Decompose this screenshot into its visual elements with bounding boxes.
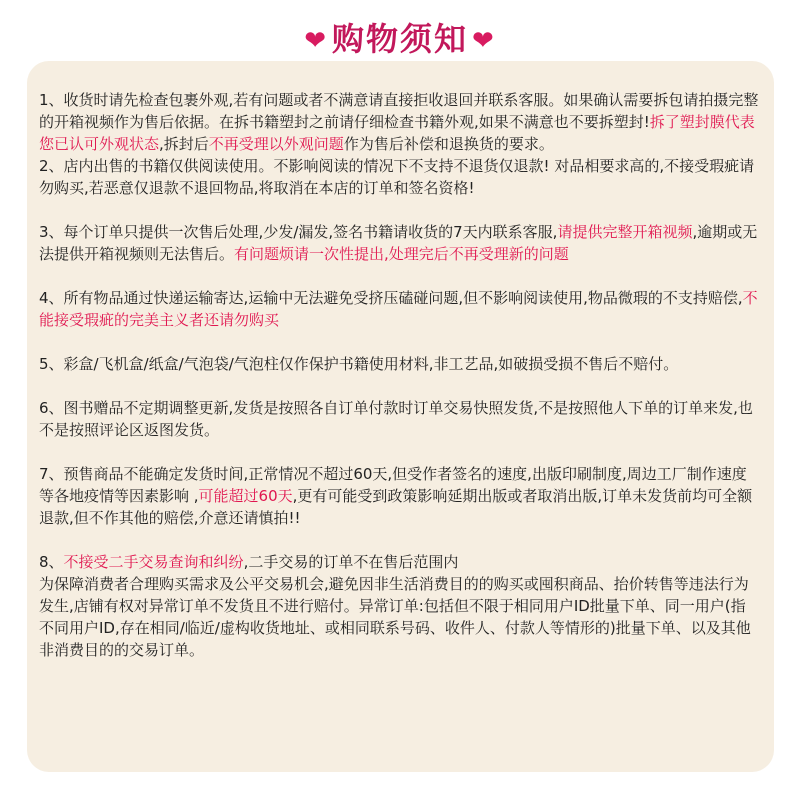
text-segment: 6、图书赠品不定期调整更新,发货是按照各自订单付款时订单交易快照发货,不是按照他人下单的订单来发,也不是按照评论区返图发货。 [39,399,753,439]
highlight-segment: 有问题烦请一次性提出,处理完后不再受理新的问题 [234,245,569,263]
notice-paragraph-7 [39,463,760,529]
highlight-segment: 不能接受瑕疵的完美主义者还请勿购买 [39,289,758,329]
text-segment: 为保障消费者合理购买需求及公平交易机会,避免因非生活消费目的的购买或囤积商品、抬价转售等违法行为发生,店铺有权对异常订单不发货且不进行赔付。异常订单:包括但不限于相同用户ID批量下单、同一用户(指不同用户ID,存在相同/临近/虚构收货地址、或相同联系号码、收件人、付款人等情形的)批量下单、以及其他非消费目的的交易订单。 [39,575,751,659]
page-title [0,14,800,60]
highlight-segment: 拆了塑封膜代表您已认可外观状态 [39,113,755,153]
notice-paragraph-9 [39,573,760,661]
highlight-segment: 不再受理以外观问题 [208,135,344,153]
notice-paragraph-3 [39,221,760,265]
heart-icon: ❤ [304,26,328,56]
text-segment: 4、所有物品通过快递运输寄达,运输中无法避免受挤压磕碰问题,但不影响阅读使用,物品微瑕的不支持赔偿, [39,289,743,307]
text-segment: 2、店内出售的书籍仅供阅读使用。不影响阅读的情况下不支持不退货仅退款! 对品相要求高的,不接受瑕疵请勿购买,若恶意仅退款不退回物品,将取消在本店的订单和签名资格! [39,157,755,197]
notice-panel [27,61,774,772]
text-segment: 7、预售商品不能确定发货时间,正常情况不超过60天,但受作者签名的速度,出版印刷制度,周边工厂制作速度等各地疫情等因素影响 , [39,465,747,505]
text-segment: 8、 [39,553,64,571]
text-segment: 3、每个订单只提供一次售后处理,少发/漏发,签名书籍请收货的7天内联系客服, [39,223,558,241]
notice-paragraph-5 [39,353,760,375]
text-segment: 5、彩盒/飞机盒/纸盒/气泡袋/气泡柱仅作保护书籍使用材料,非工艺品,如破损受损不售后不赔付。 [39,355,679,373]
page-title-text: 购物须知 [331,20,468,58]
text-segment: ,拆封后 [159,135,209,153]
notice-paragraph-6 [39,397,760,441]
notice-paragraph-2 [39,155,760,199]
text-segment: ,逾期或无法提供开箱视频则无法售后。 [39,223,758,263]
highlight-segment: 不接受二手交易查询和纠纷 [63,553,244,571]
text-segment: ,更有可能受到政策影响延期出版或者取消出版,订单未发货前均可全额退款,但不作其他的赔偿,介意还请慎拍!! [39,487,753,527]
heart-icon: ❤ [472,26,496,56]
notice-paragraph-4 [39,287,760,331]
notice-paragraph-8 [39,551,760,573]
text-segment: 1、收货时请先检查包裹外观,若有问题或者不满意请直接拒收退回并联系客服。如果确认需要拆包请拍摄完整的开箱视频作为售后依据。在拆书籍塑封之前请仔细检查书籍外观,如果不满意也不要拆塑封! [39,91,759,131]
highlight-segment: 可能超过60天 [198,487,293,505]
text-segment: ,二手交易的订单不在售后范围内 [243,553,459,571]
highlight-segment: 请提供完整开箱视频 [557,223,693,241]
text-segment: 作为售后补偿和退换货的要求。 [343,135,554,153]
notice-paragraph-1 [39,89,760,155]
